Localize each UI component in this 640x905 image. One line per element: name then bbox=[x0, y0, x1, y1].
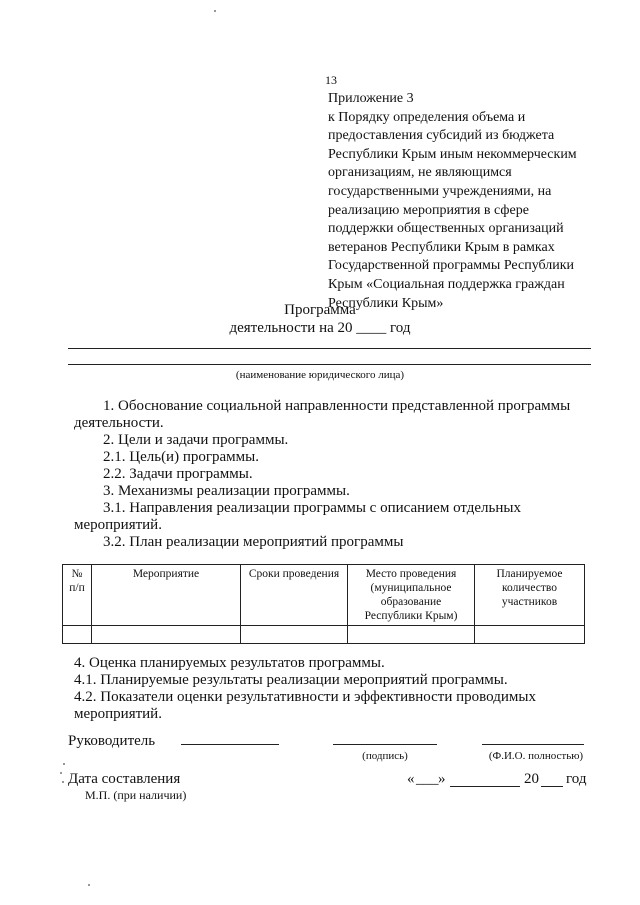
section-1-cont: деятельности. bbox=[74, 415, 164, 431]
section-1: 1. Обоснование социальной направленности представленной программы bbox=[103, 398, 571, 414]
section-3-1-cont: мероприятий. bbox=[74, 517, 162, 533]
table-cell bbox=[241, 626, 348, 644]
fullname-line bbox=[482, 744, 584, 745]
scan-speck bbox=[214, 10, 216, 12]
signature-line bbox=[333, 744, 437, 745]
date-open-quote: « bbox=[407, 771, 415, 787]
section-4-1: 4.1. Планируемые результаты реализации мероприятий программы. bbox=[74, 672, 508, 688]
section-4-2-cont: мероприятий. bbox=[74, 706, 162, 722]
appendix-line: Приложение 3 bbox=[328, 91, 414, 106]
table-row bbox=[63, 626, 585, 644]
section-4-2: 4.2. Показатели оценки результативности и эффективности проводимых bbox=[74, 689, 536, 705]
date-year-line bbox=[541, 786, 563, 787]
appendix-line: организациям, не являющимся bbox=[328, 165, 512, 181]
table-cell bbox=[63, 626, 92, 644]
page-number: 13 bbox=[325, 73, 337, 87]
date-label: Дата составления bbox=[68, 771, 181, 787]
section-2-1: 2.1. Цель(и) программы. bbox=[103, 449, 259, 465]
col-number: № п/п bbox=[63, 565, 92, 626]
appendix-line: Республики Крым иным некоммерческим bbox=[328, 146, 577, 162]
program-title: Программа bbox=[284, 302, 356, 318]
date-month-line bbox=[450, 786, 520, 787]
name-caption: (Ф.И.О. полностью) bbox=[488, 750, 584, 762]
appendix-line: поддержки общественных организаций bbox=[328, 221, 564, 237]
section-2-2: 2.2. Задачи программы. bbox=[103, 466, 253, 482]
appendix-line: государственными учреждениями, на bbox=[328, 183, 552, 199]
sign-caption: (подпись) bbox=[362, 750, 408, 762]
col-dates: Сроки проведения bbox=[241, 565, 348, 626]
appendix-header bbox=[328, 90, 618, 313]
entity-caption: (наименование юридического лица) bbox=[235, 369, 405, 381]
section-3: 3. Механизмы реализации программы. bbox=[103, 483, 350, 499]
appendix-line: ветеранов Республики Крым в рамках bbox=[328, 239, 555, 255]
scan-speck bbox=[63, 763, 65, 765]
section-3-2: 3.2. План реализации мероприятий программы bbox=[103, 534, 404, 550]
entity-line bbox=[68, 364, 591, 365]
table-cell bbox=[475, 626, 585, 644]
section-2: 2. Цели и задачи программы. bbox=[103, 432, 289, 448]
date-year-suffix: год bbox=[566, 771, 587, 787]
section-4: 4. Оценка планируемых результатов программы. bbox=[74, 655, 385, 671]
table-cell bbox=[348, 626, 475, 644]
date-year-prefix: 20 bbox=[524, 771, 539, 787]
table-cell bbox=[92, 626, 241, 644]
appendix-line: Государственной программы Республики bbox=[328, 258, 575, 274]
appendix-line: к Порядку определения объема и bbox=[328, 109, 526, 125]
appendix-line: реализацию мероприятия в сфере bbox=[328, 202, 529, 218]
date-close-quote: » bbox=[438, 771, 446, 787]
scan-speck bbox=[60, 772, 62, 774]
plan-table bbox=[62, 564, 585, 644]
appendix-line: предоставления субсидий из бюджета bbox=[328, 128, 555, 144]
table-header-row bbox=[63, 565, 585, 626]
entity-line bbox=[68, 348, 591, 349]
head-label: Руководитель bbox=[68, 733, 156, 749]
scan-speck bbox=[88, 884, 90, 886]
col-event: Мероприятие bbox=[92, 565, 241, 626]
col-place: Место проведения (муниципальное образование Республики Крым) bbox=[348, 565, 475, 626]
program-subtitle: деятельности на 20 ____ год bbox=[229, 320, 411, 336]
date-day-blank: ___ bbox=[416, 771, 439, 787]
col-participants: Планируемое количество участников bbox=[475, 565, 585, 626]
section-3-1: 3.1. Направления реализации программы с описанием отдельных bbox=[103, 500, 521, 516]
position-line bbox=[181, 744, 279, 745]
appendix-line: Крым «Социальная поддержка граждан bbox=[328, 276, 565, 292]
seal-note: М.П. (при наличии) bbox=[85, 788, 187, 802]
appendix-line: Республики Крым» bbox=[328, 295, 444, 311]
scan-speck bbox=[62, 781, 64, 783]
